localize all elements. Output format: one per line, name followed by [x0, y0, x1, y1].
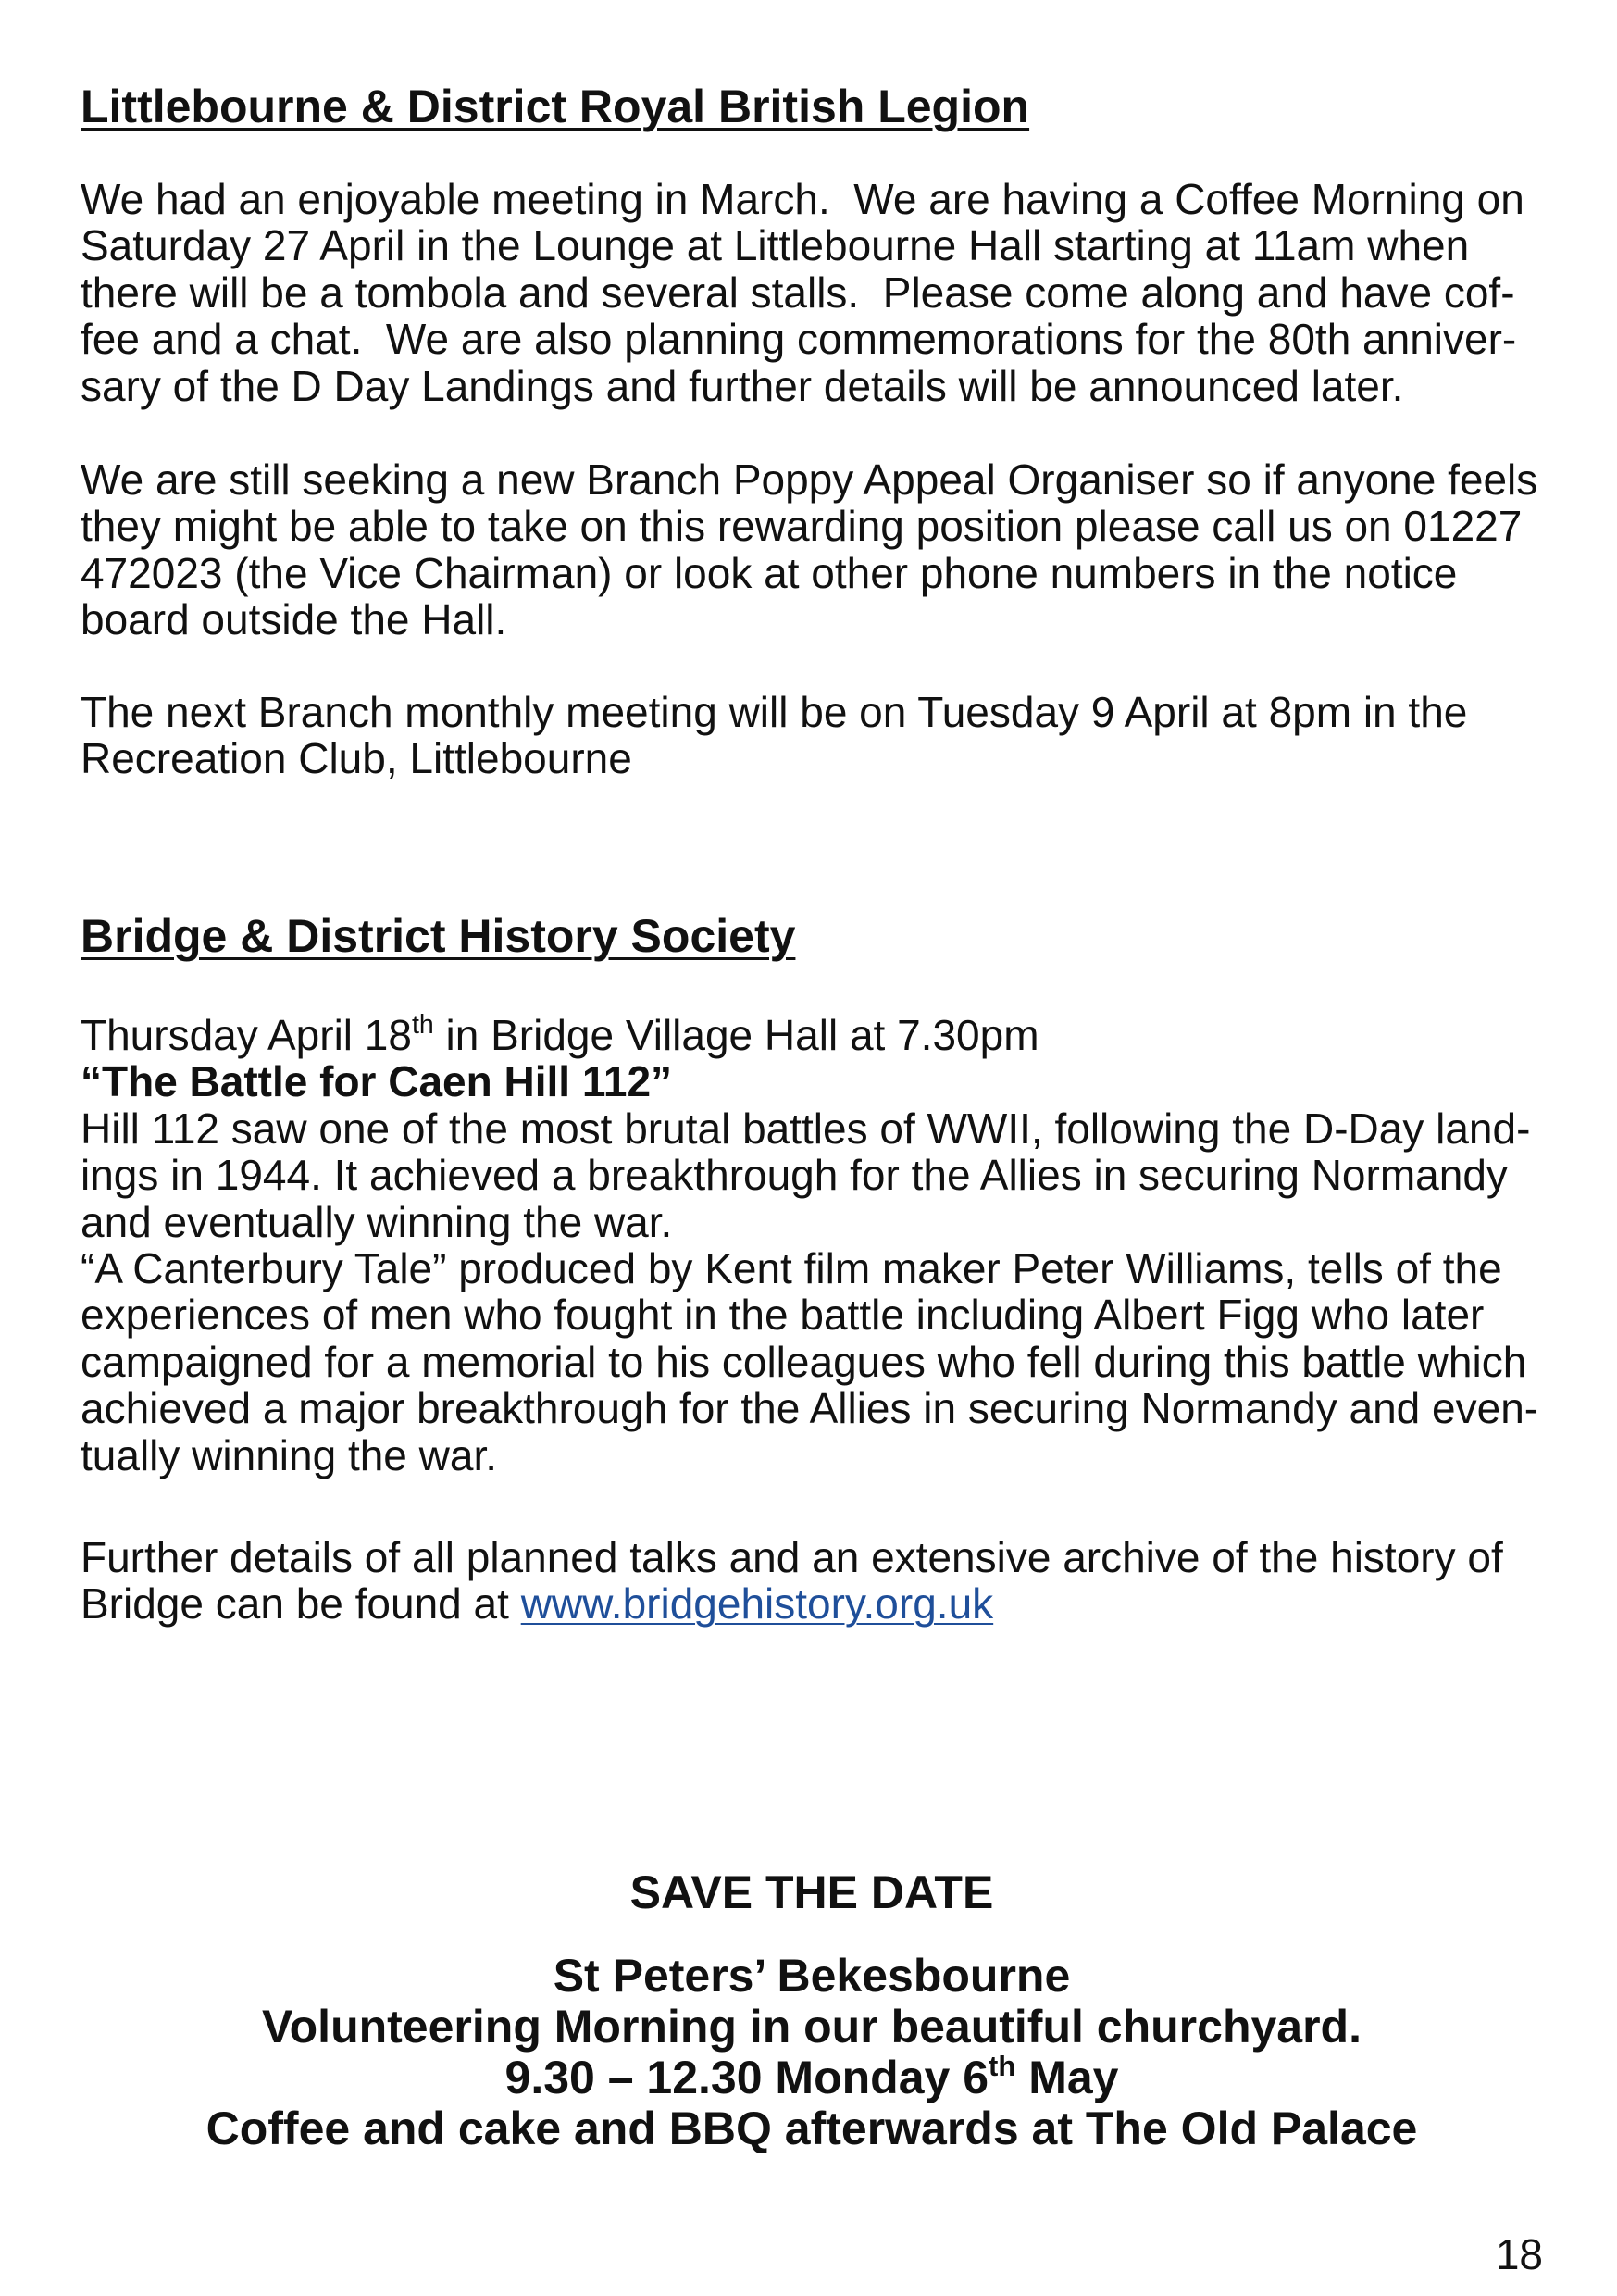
save-the-date-heading: SAVE THE DATE [629, 1866, 994, 1918]
paragraph-line: campaigned for a memorial to his colleagues who fell during this battle which [81, 1337, 1527, 1386]
paragraph-line: We are still seeking a new Branch Poppy Appeal Organiser so if anyone feels [81, 455, 1538, 504]
event-time [81, 2049, 1543, 2103]
event-date-text: Thursday April 18 [81, 1011, 412, 1059]
history-heading-text: Bridge & District History Society [81, 910, 796, 962]
history-talk-block [81, 1012, 1561, 1479]
paragraph-line: they might be able to take on this rewarding position please call us on 01227 [81, 502, 1523, 551]
event-venue: St Peters’ Bekesbourne [553, 1950, 1071, 2002]
history-website-link[interactable]: www.bridgehistory.org.uk [520, 1579, 994, 1628]
paragraph-line: sary of the D Day Landings and further details will be announced later. [81, 361, 1404, 410]
event-refreshments: Coffee and cake and BBQ afterwards at The Old Palace [205, 2103, 1418, 2154]
save-the-date-details [81, 1951, 1543, 2154]
paragraph-line: Recreation Club, Littlebourne [81, 734, 632, 783]
talk-title: “The Battle for Caen Hill 112” [81, 1057, 673, 1106]
ordinal-suffix: th [411, 1010, 434, 1041]
page-number: 18 [1495, 2230, 1543, 2278]
section-heading-history [81, 910, 1561, 962]
paragraph-line: there will be a tombola and several stalls. Please come along and have cof- [81, 268, 1515, 317]
paragraph-line: Saturday 27 April in the Lounge at Littlebourne Hall starting at 11am when [81, 221, 1470, 270]
legion-paragraph-3 [81, 689, 1561, 782]
paragraph-line: achieved a major breakthrough for the Allies in securing Normandy and even- [81, 1384, 1539, 1433]
save-the-date-heading-block [81, 1867, 1543, 1918]
paragraph-line [81, 1580, 1561, 1627]
legion-paragraph-1 [81, 176, 1561, 409]
paragraph-line: fee and a chat. We are also planning commemorations for the 80th anniver- [81, 315, 1517, 364]
event-date-line [81, 1012, 1561, 1058]
paragraph-line: Hill 112 saw one of the most brutal battles of WWII, following the D-Day land- [81, 1104, 1531, 1153]
event-description: Volunteering Morning in our beautiful churchyard. [262, 2001, 1362, 2053]
event-venue-text: in Bridge Village Hall at 7.30pm [433, 1011, 1039, 1059]
link-prefix-text: Bridge can be found at [81, 1579, 521, 1628]
event-time-text: 9.30 – 12.30 Monday 6 [504, 2052, 989, 2103]
paragraph-line: experiences of men who fought in the battle including Albert Figg who later [81, 1291, 1485, 1340]
paragraph-line: “A Canterbury Tale” produced by Kent film maker Peter Williams, tells of the [81, 1244, 1502, 1293]
legion-heading-block [81, 81, 1561, 132]
paragraph-line: ings in 1944. It achieved a breakthrough for the Allies in securing Normandy [81, 1151, 1508, 1200]
history-heading-block [81, 910, 1561, 962]
paragraph-line: We had an enjoyable meeting in March. We are having a Coffee Morning on [81, 175, 1524, 223]
legion-paragraph-2 [81, 456, 1561, 643]
paragraph-line: and eventually winning the war. [81, 1197, 673, 1246]
legion-heading-text: Littlebourne & District Royal British Legion [81, 81, 1030, 132]
paragraph-line: tually winning the war. [81, 1430, 498, 1479]
paragraph-line: 472023 (the Vice Chairman) or look at other phone numbers in the notice [81, 548, 1458, 597]
section-heading-legion [81, 81, 1561, 132]
ordinal-suffix: th [989, 2049, 1016, 2082]
history-further-details [81, 1534, 1561, 1628]
paragraph-line: Further details of all planned talks and an extensive archive of the history of [81, 1533, 1503, 1581]
paragraph-line: board outside the Hall. [81, 595, 507, 644]
event-month-text: May [1015, 2052, 1119, 2103]
paragraph-line: The next Branch monthly meeting will be on Tuesday 9 April at 8pm in the [81, 688, 1468, 736]
